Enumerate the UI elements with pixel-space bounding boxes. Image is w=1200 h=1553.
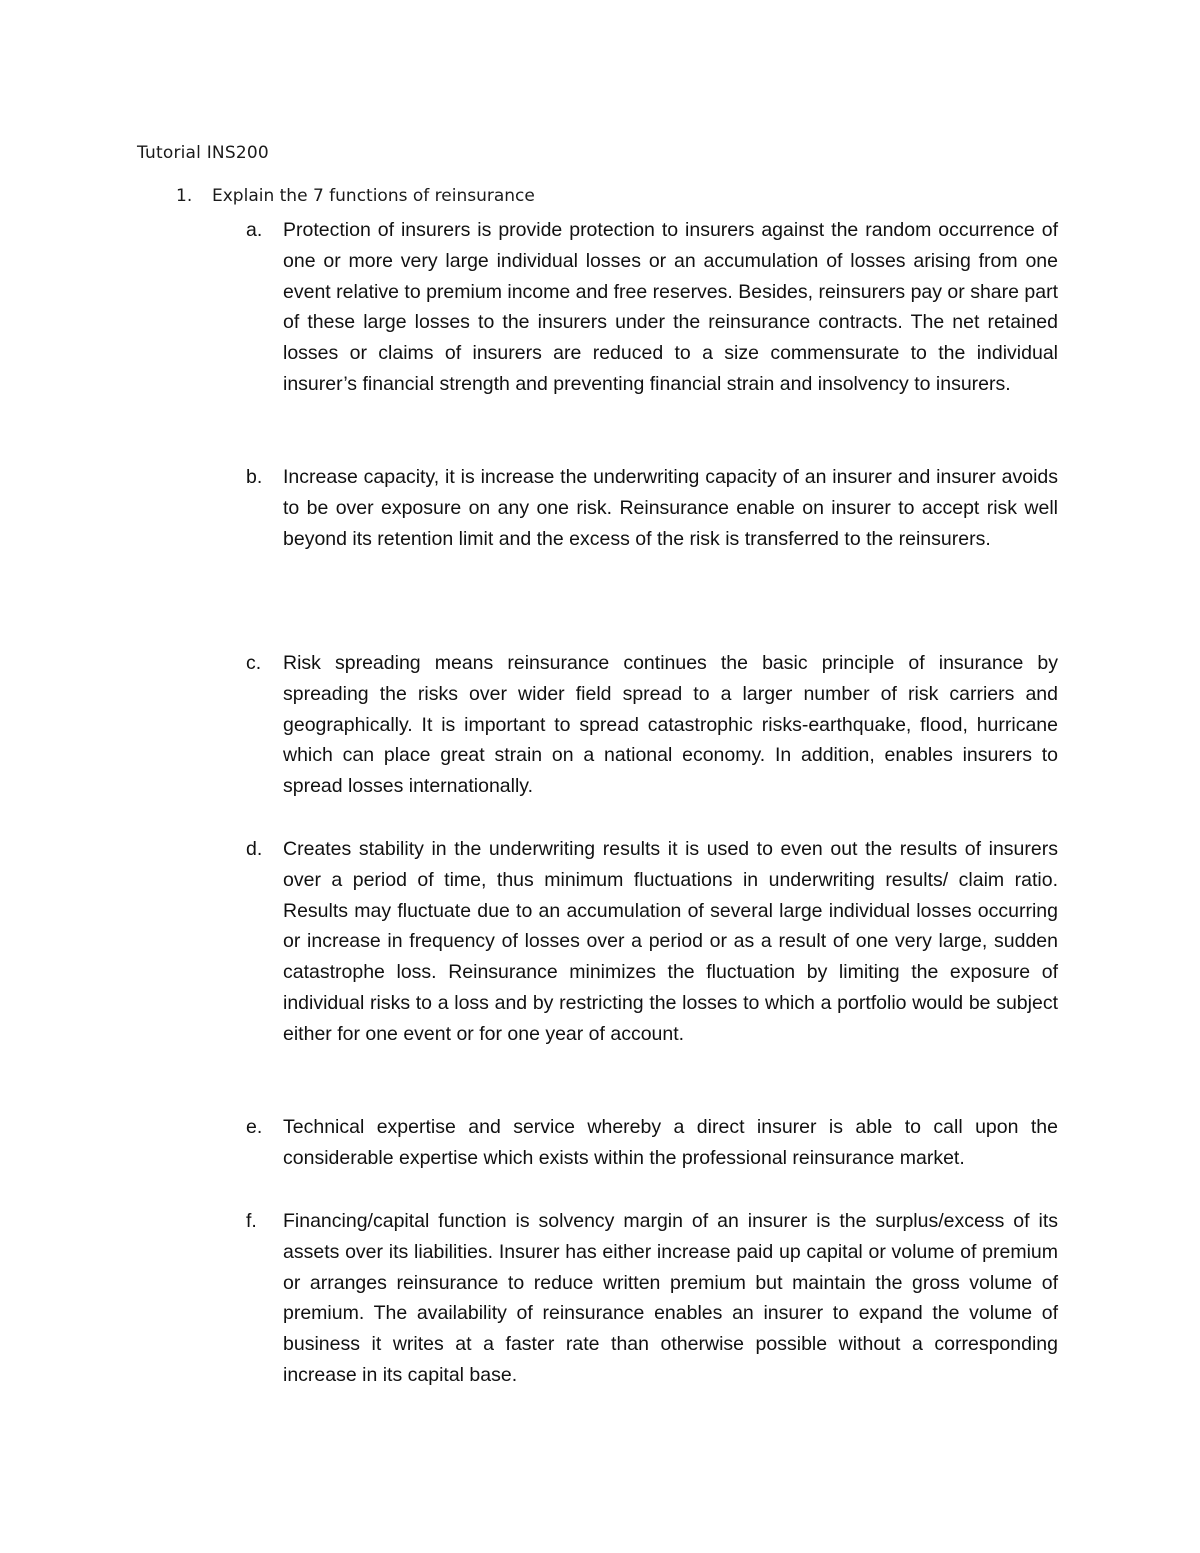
document-title: Tutorial INS200 [137, 143, 269, 163]
answer-item-f [246, 1206, 1058, 1391]
answer-item-b [246, 462, 1058, 554]
question-number: 1. [176, 186, 193, 206]
question-heading [176, 186, 535, 206]
item-text: Creates stability in the underwriting results it is used to even out the results of insurers over a period of time, thus minimum fluctuations in underwriting results/ claim ratio. Results may fluctuate due to an accumulation of several large individual losses occurring or increase in frequency of losses over a period or as a result of one very large, sudden catastrophe loss. Reinsurance minimizes the fluctuation by limiting the exposure of individual risks to a loss and by restricting the losses to which a portfolio would be subject either for one event or for one year of account. [283, 838, 1058, 1045]
question-text: Explain the 7 functions of reinsurance [212, 186, 535, 206]
item-marker: d. [246, 838, 263, 860]
answer-item-c [246, 648, 1058, 802]
item-marker: a. [246, 219, 263, 241]
item-marker: f. [246, 1210, 257, 1232]
item-text: Financing/capital function is solvency margin of an insurer is the surplus/excess of its assets over its liabilities. Insurer has either increase paid up capital or volume of premium or arranges reinsurance to reduce written premium but maintain the gross volume of premium. The availability of reinsurance enables an insurer to expand the volume of business it writes at a faster rate than otherwise possible without a corresponding increase in its capital base. [283, 1210, 1058, 1386]
answer-item-d [246, 834, 1058, 1050]
item-marker: c. [246, 652, 262, 674]
item-text: Protection of insurers is provide protection to insurers against the random occurrence of one or more very large individual losses or an accumulation of losses arising from one event relative to premium income and free reserves. Besides, reinsurers pay or share part of these large losses to the insurers under the reinsurance contracts. The net retained losses or claims of insurers are reduced to a size commensurate to the individual insurer’s financial strength and preventing financial strain and insolvency to insurers. [283, 219, 1058, 395]
item-marker: e. [246, 1116, 263, 1138]
item-text: Increase capacity, it is increase the underwriting capacity of an insurer and insurer avoids to be over exposure on any one risk. Reinsurance enable on insurer to accept risk well beyond its retention limit and the excess of the risk is transferred to the reinsurers. [283, 466, 1058, 550]
answer-item-e [246, 1112, 1058, 1174]
answer-item-a [246, 215, 1058, 400]
item-text: Risk spreading means reinsurance continues the basic principle of insurance by spreading the risks over wider field spread to a larger number of risk carriers and geographically. It is important to spread catastrophic risks-earthquake, flood, hurricane which can place great strain on a national economy. In addition, enables insurers to spread losses internationally. [283, 652, 1058, 798]
item-text: Technical expertise and service whereby a direct insurer is able to call upon the considerable expertise which exists within the professional reinsurance market. [283, 1116, 1058, 1169]
item-marker: b. [246, 466, 263, 488]
